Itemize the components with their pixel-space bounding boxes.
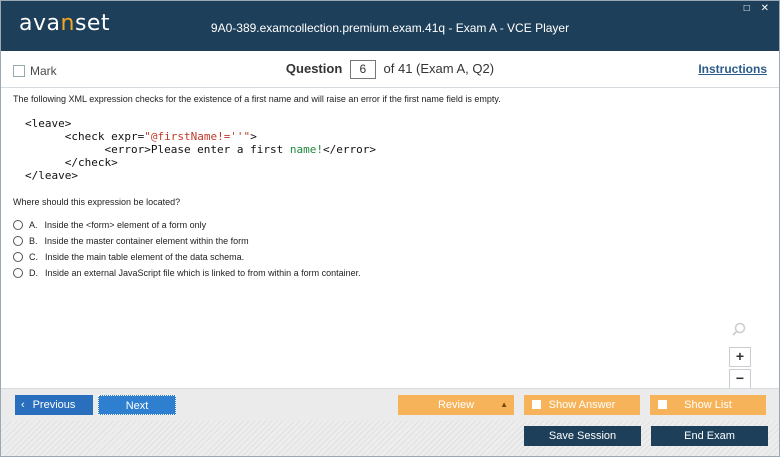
- window-title: 9A0-389.examcollection.premium.exam.41q - Exam A - VCE Player: [210, 21, 570, 35]
- navigation-bar: [1, 388, 779, 421]
- show-list-label: Show List: [684, 399, 732, 411]
- previous-label: Previous: [32, 399, 76, 411]
- option-d[interactable]: [13, 265, 361, 281]
- action-bar: [1, 421, 779, 456]
- chevron-left-icon: ‹: [21, 399, 25, 411]
- title-bar: [1, 1, 779, 51]
- question-header: [1, 51, 779, 88]
- question-label: Question: [285, 60, 343, 76]
- magnifier-icon: [732, 322, 746, 336]
- answer-options: [13, 217, 361, 281]
- radio-icon[interactable]: [13, 252, 23, 262]
- previous-button[interactable]: [15, 395, 93, 415]
- question-counter: [1, 60, 779, 79]
- radio-icon[interactable]: [13, 268, 23, 278]
- question-prompt: Where should this expression be located?: [13, 197, 181, 207]
- save-session-button[interactable]: Save Session: [524, 426, 641, 446]
- radio-icon[interactable]: [13, 236, 23, 246]
- mark-label: Mark: [30, 64, 57, 78]
- review-button[interactable]: [398, 395, 514, 415]
- instructions-link[interactable]: Instructions: [698, 62, 767, 76]
- triangle-up-icon: ▲: [500, 400, 508, 409]
- checkbox-icon: [658, 400, 667, 409]
- zoom-out-button[interactable]: −: [729, 369, 751, 389]
- option-text: Inside the <form> element of a form only: [44, 220, 207, 230]
- window-controls[interactable]: □ ✕: [743, 3, 773, 14]
- next-button[interactable]: Next: [98, 395, 176, 415]
- option-b[interactable]: [13, 233, 361, 249]
- option-text: Inside an external JavaScript file which is linked to from within a form container.: [45, 268, 361, 278]
- zoom-controls: [729, 322, 749, 391]
- option-letter: B.: [29, 236, 38, 246]
- question-content: [1, 88, 779, 388]
- option-c[interactable]: [13, 249, 361, 265]
- option-letter: D.: [29, 268, 38, 278]
- option-text: Inside the main table element of the data schema.: [45, 252, 245, 262]
- option-letter: C.: [29, 252, 38, 262]
- question-of-label: of 41 (Exam A, Q2): [383, 60, 495, 76]
- show-answer-label: Show Answer: [548, 399, 616, 411]
- show-answer-button[interactable]: [524, 395, 640, 415]
- question-number-input[interactable]: 6: [350, 60, 376, 79]
- question-intro: The following XML expression checks for the existence of a first name and will raise an error if the first name field is empty.: [13, 94, 501, 104]
- option-a[interactable]: [13, 217, 361, 233]
- review-label: Review: [437, 399, 475, 411]
- code-snippet: <leave> <check expr="@firstName!=''"> <error>Please enter a first name!</error> </check> </leave>: [25, 117, 377, 182]
- end-exam-button[interactable]: End Exam: [651, 426, 768, 446]
- avanset-logo: avanset: [19, 11, 111, 36]
- zoom-in-button[interactable]: +: [729, 347, 751, 367]
- radio-icon[interactable]: [13, 220, 23, 230]
- checkbox-icon: [532, 400, 541, 409]
- option-letter: A.: [29, 220, 38, 230]
- option-text: Inside the master container element within the form: [44, 236, 249, 246]
- show-list-button[interactable]: [650, 395, 766, 415]
